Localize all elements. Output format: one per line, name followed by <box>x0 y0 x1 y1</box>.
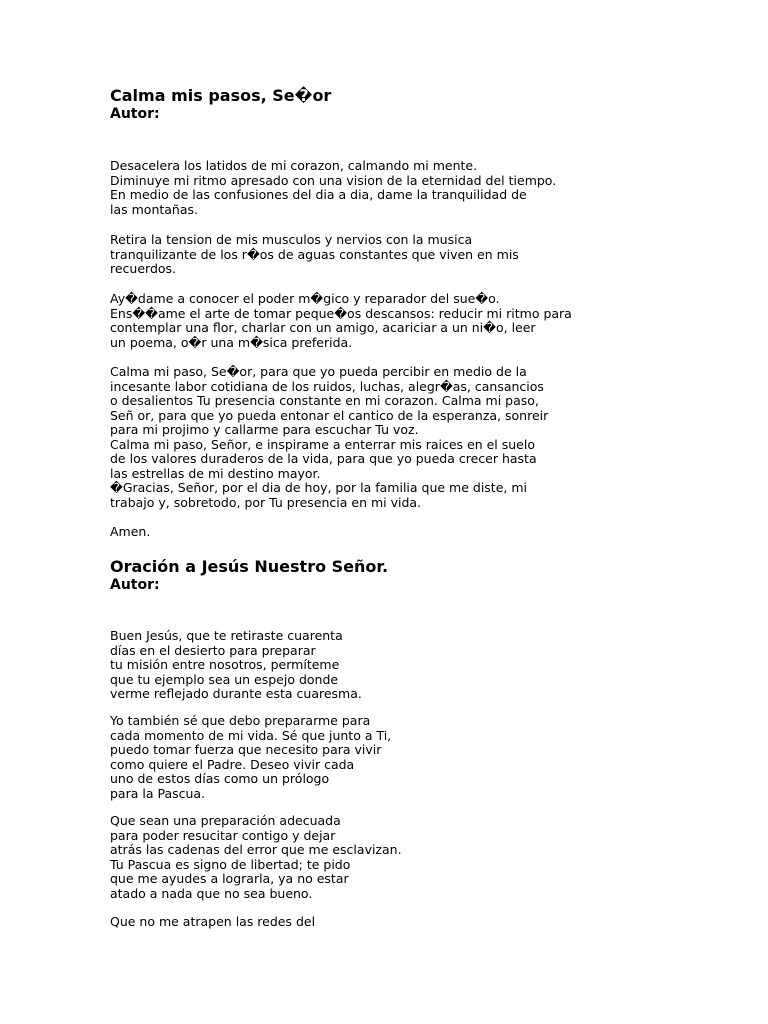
author-label: Autor: <box>110 577 160 593</box>
author-label: Autor: <box>110 106 160 122</box>
prayer-paragraph: Buen Jesús, que te retiraste cuarenta días en el desierto para preparar tu misión entre nosotros, permíteme que tu ejemplo sea un espejo donde verme reflejado durante esta cuaresma. <box>110 628 362 701</box>
prayer-paragraph: Que no me atrapen las redes del <box>110 914 316 929</box>
poem-paragraph: Desacelera los latidos de mi corazon, calmando mi mente. Diminuye mi ritmo apresado con una vision de la eternidad del tiempo. En medio de las confusiones del dia a dia, dame la tranquilidad de las montañas. <box>110 158 557 217</box>
prayer-title: Oración a Jesús Nuestro Señor. <box>110 557 389 576</box>
poem-paragraph: Amen. <box>110 524 151 539</box>
prayer-paragraph: Que sean una preparación adecuada para poder resucitar contigo y dejar atrás las cadenas del error que me esclavizan. Tu Pascua es signo de libertad; te pido que me ayudes a lograrla, ya no estar atado a nada que no sea bueno. <box>110 813 402 901</box>
poem-paragraph: Calma mi paso, Se�or, para que yo pueda percibir en medio de la incesante labor cotidiana de los ruidos, luchas, alegr�as, cansancios o desalientos Tu presencia constante en mi corazon. Calma mi paso, Señ or, para que yo pueda entonar el cantico de la esperanza, sonreir para mi projimo y callarme para escuchar Tu voz. Calma mi paso, Señor, e inspirame a enterrar mis raices en el suelo de los valores duraderos de la vida, para que yo pueda crecer hasta las estrellas de mi destino mayor. �Gracias, Señor, por el dia de hoy, por la familia que me diste, mi trabajo y, sobretodo, por Tu presencia en mi vida. <box>110 364 549 510</box>
poem-title: Calma mis pasos, Se�or <box>110 86 332 105</box>
poem-paragraph: Retira la tension de mis musculos y nervios con la musica tranquilizante de los r�os de aguas constantes que viven en mis recuerdos. <box>110 232 519 276</box>
prayer-paragraph: Yo también sé que debo prepararme para cada momento de mi vida. Sé que junto a Ti, puedo tomar fuerza que necesito para vivir como quiere el Padre. Deseo vivir cada uno de estos días como un prólogo para la Pascua. <box>110 713 392 801</box>
poem-paragraph: Ay�dame a conocer el poder m�gico y reparador del sue�o. Ens��ame el arte de tomar peque�os descansos: reducir mi ritmo para contemplar una flor, charlar con un amigo, acariciar a un ni�o, leer un poema, o�r una m�sica preferida. <box>110 291 572 350</box>
